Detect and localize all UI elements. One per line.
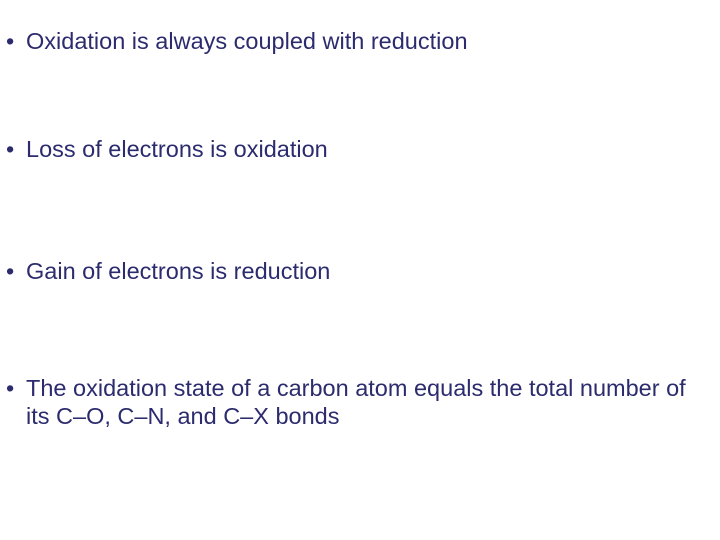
bullet-text: The oxidation state of a carbon atom equals the total number of its C–O, C–N, and C–X bonds [26, 375, 686, 429]
bullet-marker: • [6, 375, 15, 401]
bullet-item [6, 257, 706, 285]
bullet-item [6, 135, 706, 163]
bullet-text: Gain of electrons is reduction [26, 258, 331, 284]
bullet-text: Loss of electrons is oxidation [26, 136, 328, 162]
bullet-item [6, 374, 706, 430]
bullet-marker: • [6, 258, 15, 284]
bullet-marker: • [6, 136, 15, 162]
bullet-text: Oxidation is always coupled with reduction [26, 28, 468, 54]
bullet-marker: • [6, 28, 15, 54]
bullet-item [6, 27, 706, 55]
